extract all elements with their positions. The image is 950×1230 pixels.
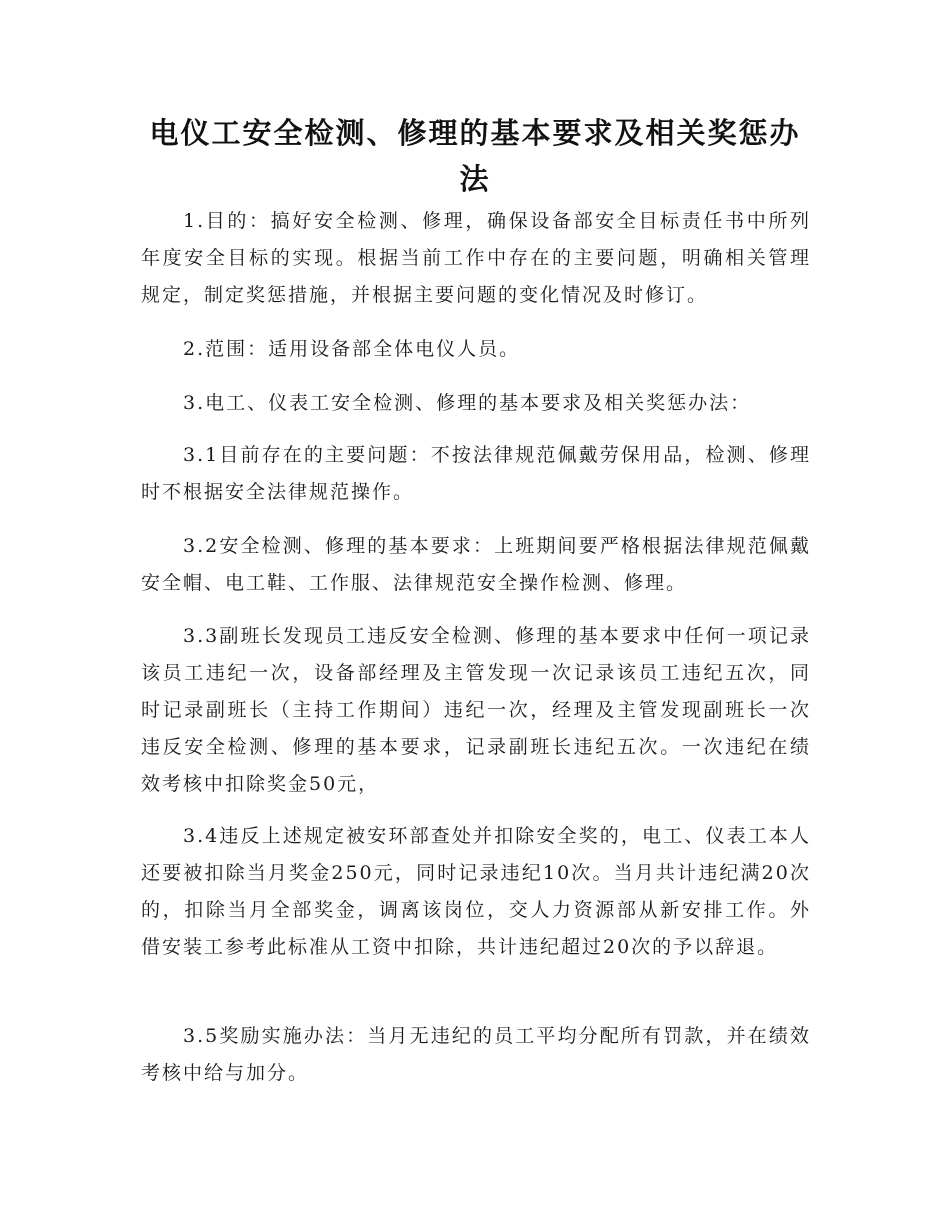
paragraph-3-4: 3.4违反上述规定被安环部查处并扣除安全奖的，电工、仪表工本人还要被扣除当月奖金250元，同时记录违纪10次。当月共计违纪满20次的，扣除当月全部奖金，调离该岗位，交人力资源部从新安排工作。外借安装工参考此标准从工资中扣除，共计违纪超过20次的予以辞退。: [141, 825, 811, 958]
paragraph-3-5: 3.5奖励实施办法：当月无违纪的员工平均分配所有罚款，并在绩效考核中给与加分。: [141, 1025, 811, 1084]
document-title: 电仪工安全检测、修理的基本要求及相关奖惩办法: [149, 116, 801, 196]
paragraph-3-1: 3.1目前存在的主要问题：不按法律规范佩戴劳保用品，检测、修理时不根据安全法律规范操作。: [141, 444, 811, 503]
paragraph-scope: 2.范围：适用设备部全体电仪人员。: [183, 338, 521, 360]
paragraph-3-3: 3.3副班长发现员工违反安全检测、修理的基本要求中任何一项记录该员工违纪一次，设备部经理及主管发现一次记录该员工违纪五次，同时记录副班长（主持工作期间）违纪一次，经理及主管发现副班长一次违反安全检测、修理的基本要求，记录副班长违纪五次。一次违纪在绩效考核中扣除奖金50元，: [141, 625, 811, 795]
paragraph-requirements-heading: 3.电工、仪表工安全检测、修理的基本要求及相关奖惩办法：: [183, 392, 752, 414]
paragraph-purpose: 1.目的：搞好安全检测、修理，确保设备部安全目标责任书中所列年度安全目标的实现。根据当前工作中存在的主要问题，明确相关管理规定，制定奖惩措施，并根据主要问题的变化情况及时修订。: [141, 210, 811, 306]
paragraph-3-2: 3.2安全检测、修理的基本要求：上班期间要严格根据法律规范佩戴安全帽、电工鞋、工作服、法律规范安全操作检测、修理。: [141, 535, 811, 594]
